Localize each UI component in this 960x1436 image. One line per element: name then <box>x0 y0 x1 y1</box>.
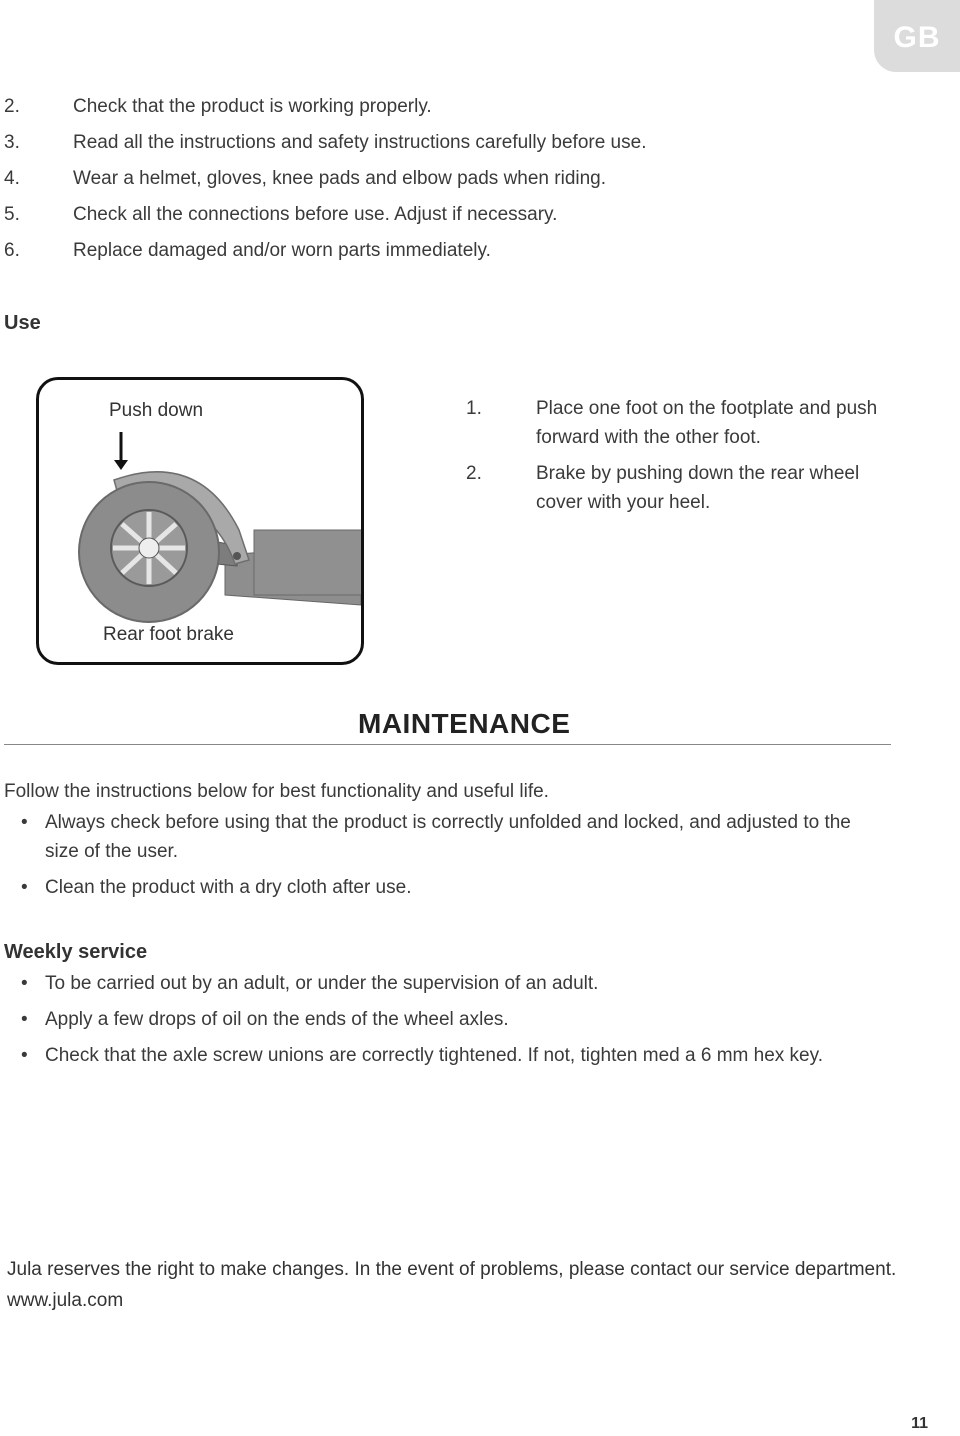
item-text: Check all the connections before use. Adjust if necessary. <box>73 204 558 225</box>
push-down-label: Push down <box>109 400 204 421</box>
bullet-item <box>4 1005 884 1034</box>
bullet-text: Clean the product with a dry cloth after use. <box>45 877 412 898</box>
bullet-text: Check that the axle screw unions are correctly tightened. If not, tighten med a 6 mm hex key. <box>45 1045 823 1066</box>
step-text: Place one foot on the footplate and push forward with the other foot. <box>536 398 878 448</box>
weekly-service-heading: Weekly service <box>4 941 148 963</box>
list-item <box>4 132 646 168</box>
list-item <box>4 96 646 132</box>
maintenance-title: MAINTENANCE <box>358 708 571 739</box>
bullet-icon: • <box>21 973 28 994</box>
use-heading: Use <box>4 312 41 334</box>
language-tab: GB <box>874 0 960 72</box>
scooter-wheel-illustration <box>39 380 361 662</box>
maintenance-section-header <box>4 708 891 745</box>
rear-foot-brake-label: Rear foot brake <box>103 624 234 645</box>
bullet-text: Always check before using that the product is correctly unfolded and locked, and adjusted to the size of the user. <box>45 812 851 862</box>
footer-website: www.jula.com <box>7 1290 124 1311</box>
bullet-icon: • <box>21 1009 28 1030</box>
bullet-item <box>4 1041 884 1070</box>
bullet-icon: • <box>21 1045 28 1066</box>
bullet-item <box>4 873 884 902</box>
step-item <box>466 394 886 452</box>
step-number: 2. <box>466 463 482 484</box>
item-text: Wear a helmet, gloves, knee pads and elbow pads when riding. <box>73 168 607 189</box>
step-item <box>466 459 886 517</box>
footer-disclaimer: Jula reserves the right to make changes. In the event of problems, please contact our service department. <box>7 1259 897 1280</box>
safety-checklist <box>4 96 646 276</box>
footer <box>7 1254 896 1316</box>
use-steps <box>466 394 886 524</box>
bullet-text: To be carried out by an adult, or under the supervision of an adult. <box>45 973 599 994</box>
item-number: 3. <box>4 132 20 153</box>
list-item <box>4 168 646 204</box>
item-text: Replace damaged and/or worn parts immediately. <box>73 240 491 261</box>
item-text: Check that the product is working properly. <box>73 96 432 117</box>
bullet-text: Apply a few drops of oil on the ends of the wheel axles. <box>45 1009 509 1030</box>
item-number: 4. <box>4 168 20 189</box>
bullet-icon: • <box>21 877 28 898</box>
step-text: Brake by pushing down the rear wheel cover with your heel. <box>536 463 860 513</box>
list-item <box>4 204 646 240</box>
bullet-item <box>4 808 884 866</box>
maintenance-intro: Follow the instructions below for best functionality and useful life. <box>4 781 549 802</box>
rear-brake-figure <box>36 377 364 665</box>
maintenance-bullets <box>4 808 884 909</box>
page-number: 11 <box>911 1415 928 1432</box>
bullet-item <box>4 969 884 998</box>
item-number: 2. <box>4 96 20 117</box>
item-number: 5. <box>4 204 20 225</box>
bullet-icon: • <box>21 812 28 833</box>
list-item <box>4 240 646 276</box>
weekly-service-bullets <box>4 969 884 1077</box>
item-number: 6. <box>4 240 20 261</box>
item-text: Read all the instructions and safety instructions carefully before use. <box>73 132 647 153</box>
step-number: 1. <box>466 398 482 419</box>
